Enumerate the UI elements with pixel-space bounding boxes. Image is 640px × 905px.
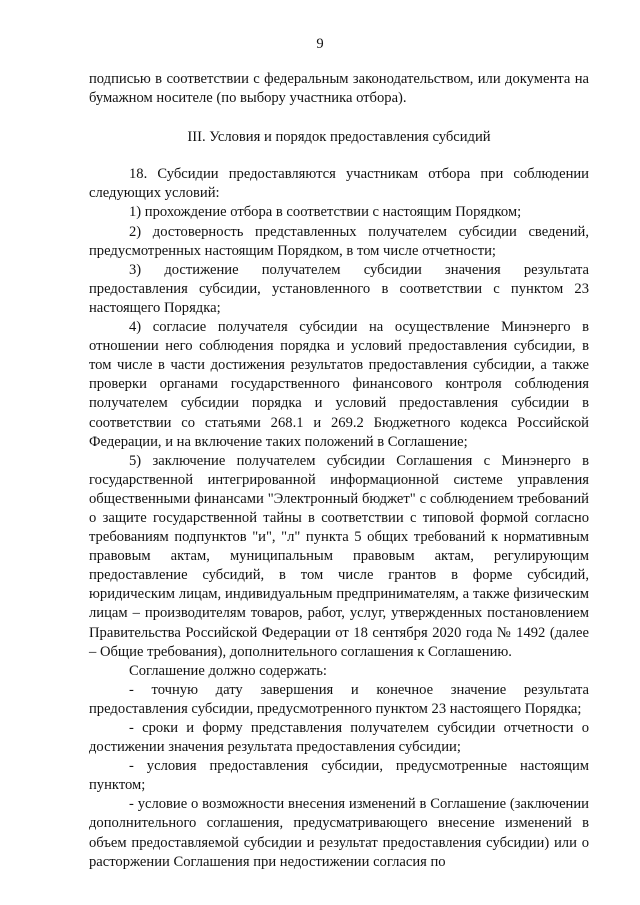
- agreement-item-reporting: - сроки и форму представления получателем субсидии отчетности о достижении значения результата предоставления субсидии;: [89, 720, 589, 756]
- agreement-item-amendments: - условие о возможности внесения изменений в Соглашение (заключении дополнительного соглашения, предусматривающего внесение изменений в объем предоставляемой субсидии и результат предоставления субсидии) или о расторжении Соглашения при недостижении согласия по: [89, 796, 589, 870]
- agreement-contents-intro: Соглашение должно содержать:: [129, 662, 327, 679]
- document-body: [89, 70, 589, 872]
- condition-5: 5) заключение получателем субсидии Соглашения с Минэнерго в государственной интегрированной информационной системе управления общественными финансами "Электронный бюджет" с соблюдением требований о защите государственной тайны в соответствии с типовой формой согласно требованиям подпунктов "и", "л" пункта 5 общих требований к нормативным правовым актам, муниципальным правовым актам, регулирующим предоставление субсидий, в том числе грантов в форме субсидий, юридическим лицам, индивидуальным предпринимателям, а также физическим лицам – производителям товаров, работ, услуг, утвержденных постановлением Правительства Российской Федерации от 18 сентября 2020 года № 1492 (далее – Общие требования), дополнительного соглашения к Соглашению.: [89, 452, 589, 660]
- paragraph-18: 18. Субсидии предоставляются участникам отбора при соблюдении следующих условий:: [89, 166, 589, 202]
- condition-4: 4) согласие получателя субсидии на осуществление Минэнерго в отношении него соблюдения порядка и условий предоставления субсидии, в том числе в части достижения результатов предоставления субсидии, а также проверки органами государственного финансового контроля соблюдения получателем субсидии порядка и условий предоставления субсидии в соответствии со статьями 268.1 и 269.2 Бюджетного кодекса Российской Федерации, и на включение таких положений в Соглашение;: [89, 319, 589, 450]
- condition-3: 3) достижение получателем субсидии значения результата предоставления субсидии, установленного в соответствии с пунктом 23 настоящего Порядка;: [89, 261, 589, 316]
- condition-2: 2) достоверность представленных получателем субсидии сведений, предусмотренных настоящим Порядком, в том числе отчетности;: [89, 223, 589, 259]
- section-heading: III. Условия и порядок предоставления субсидий: [187, 129, 491, 146]
- intro-paragraph: подписью в соответствии с федеральным законодательством, или документа на бумажном носителе (по выбору участника отбора).: [89, 71, 589, 107]
- agreement-item-date: - точную дату завершения и конечное значение результата предоставления субсидии, предусмотренного пунктом 23 настоящего Порядка;: [89, 681, 589, 717]
- agreement-item-conditions: - условия предоставления субсидии, предусмотренные настоящим пунктом;: [89, 758, 589, 794]
- condition-1: 1) прохождение отбора в соответствии с настоящим Порядком;: [129, 204, 522, 221]
- page-number: 9: [316, 36, 324, 52]
